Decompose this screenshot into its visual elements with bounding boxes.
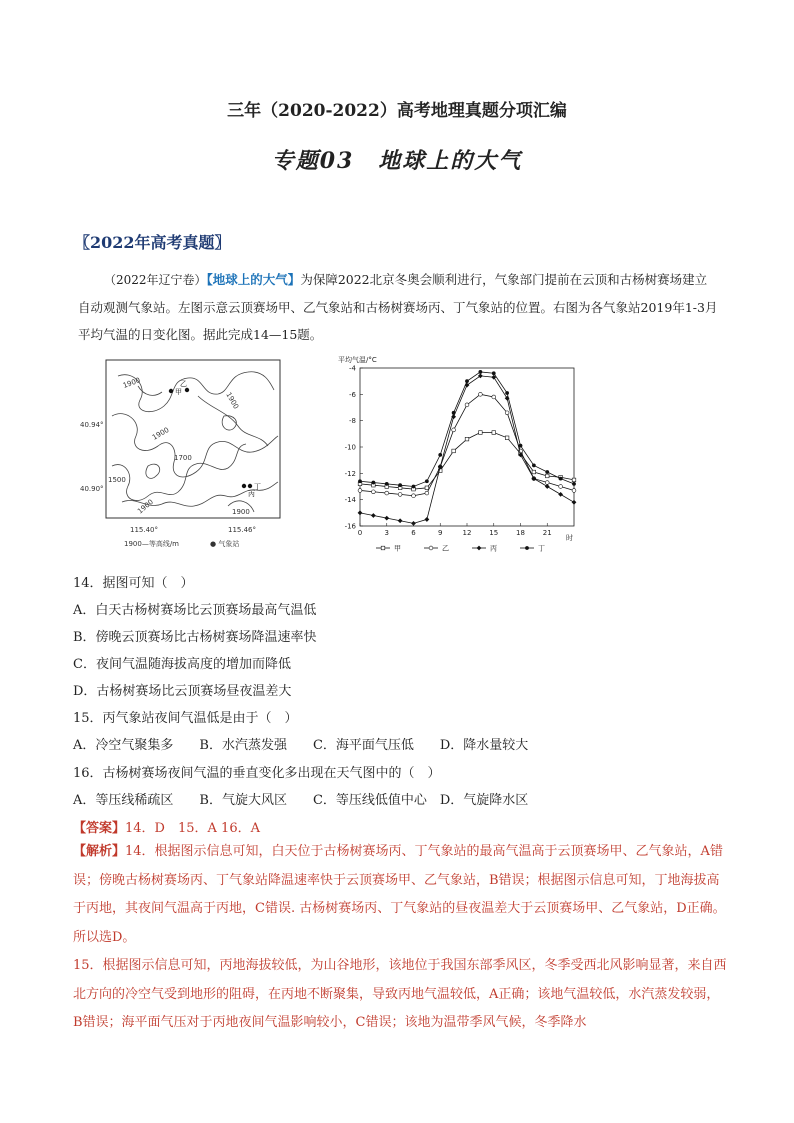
data-point [412, 485, 416, 489]
data-point [525, 546, 529, 550]
question-intro [78, 266, 718, 348]
data-point [425, 479, 429, 483]
data-point [545, 481, 549, 485]
question-15-stem: 15．丙气象站夜间气温低是由于（ ） [73, 711, 298, 726]
data-point [452, 449, 456, 453]
question-16-stem: 16．古杨树赛场夜间气温的垂直变化多出现在天气图中的（ ） [73, 766, 441, 781]
data-point [425, 491, 429, 495]
data-point [478, 370, 482, 374]
analysis-paragraph-14 [73, 838, 727, 952]
station-marker-bing [242, 484, 246, 488]
latitude-label: 40.90° [80, 485, 104, 493]
legend-label: 乙 [442, 544, 449, 553]
data-point [492, 431, 496, 435]
y-tick-label: -8 [349, 417, 356, 426]
longitude-label: 115.46° [228, 526, 256, 534]
data-point [452, 411, 456, 415]
contour-label: 1900 [151, 425, 171, 442]
y-tick-label: -4 [349, 364, 356, 373]
contour-label: 1500 [108, 476, 126, 484]
station-marker-jia [169, 389, 173, 393]
data-point [398, 483, 402, 487]
data-point [477, 546, 482, 551]
data-point [465, 437, 469, 441]
x-tick-label: 18 [516, 529, 525, 537]
station-label-ding: 丁 [254, 483, 261, 491]
legend-label: 丙 [490, 544, 497, 553]
answer-label: 【答案】 [73, 821, 126, 836]
data-point [358, 479, 362, 483]
intro-text: 为保障2022北京冬奥会顺利进行，气象部门提前在云顶和古杨树赛场建立自动观测气象站。左图示意云顶赛场甲、乙气象站和古杨树赛场丙、丁气象站的位置。右图为各气象站2019年1-3月平均气温的日变化图。据此完成14—15题。 [78, 272, 718, 342]
data-point [572, 482, 576, 486]
contour-label: 1900 [224, 391, 241, 411]
data-point [385, 482, 389, 486]
data-point [429, 546, 433, 550]
data-point [505, 391, 509, 395]
section-heading: 〖2022年高考真题〗 [74, 233, 231, 252]
x-tick-label: 0 [357, 529, 363, 537]
station-label-jia: 甲 [175, 388, 182, 396]
data-point [479, 431, 483, 435]
x-tick-label: 21 [542, 529, 552, 537]
data-point [425, 486, 429, 490]
data-point [398, 493, 402, 497]
legend-station: ● 气象站 [210, 540, 240, 548]
station-marker-yi [185, 388, 189, 392]
data-point [572, 489, 576, 493]
y-tick-label: -6 [349, 390, 356, 399]
y-tick-label: -12 [344, 469, 356, 478]
contour-map-figure [78, 356, 290, 554]
question-14-option-c: C．夜间气温随海拔高度的增加而降低 [73, 657, 291, 672]
legend-contour: 1900—等高线/m [124, 540, 179, 548]
data-point [381, 546, 385, 550]
data-point [545, 474, 549, 478]
answer-line [73, 817, 260, 836]
data-point [385, 491, 389, 495]
analysis-text-14: 14．根据图示信息可知，白天位于古杨树赛场丙、丁气象站的最高气温高于云顶赛场甲、乙气象站，A错误；傍晚古杨树赛场丙、丁气象站降温速率快于云顶赛场甲、乙气象站，B错误；根据图示信息可知，丁地海拔高于丙地，其夜间气温高于丙地，C错误. 古杨树赛场丙、丁气象站的昼夜温差大于云顶赛场甲、乙气象站，D正确。所以选D。 [73, 844, 726, 945]
data-point [371, 481, 375, 485]
legend-label: 丁 [538, 544, 545, 553]
temperature-line-chart [332, 352, 588, 558]
chart-legend [376, 545, 545, 553]
contour-label: 1900 [136, 497, 155, 516]
analysis-paragraph-15: 15．根据图示信息可知，丙地海拔较低，为山谷地形，该地位于我国东部季风区，冬季受西北风影响显著，来自西北方向的冷空气受到地形的阻碍，在丙地不断聚集，导致丙地气温较低，A正确；该地气温较低，水汽蒸发较弱，B错误；海平面气压对于丙地夜间气温影响较小，C错误；该地为温带季风气候，冬季降水 [73, 958, 727, 1030]
legend-item [472, 545, 497, 553]
question-source: （2022年辽宁卷） [104, 273, 207, 287]
data-point [505, 411, 509, 415]
latitude-label: 40.94° [80, 421, 104, 429]
data-point [505, 436, 509, 440]
data-point [492, 371, 496, 375]
data-point [532, 470, 536, 474]
question-14-option-d: D．古杨树赛场比云顶赛场昼夜温差大 [73, 684, 292, 699]
x-tick-label: 9 [438, 529, 443, 537]
legend-item [376, 545, 401, 553]
question-14-stem: 14．据图可知（ ） [73, 576, 194, 591]
y-tick-label: -14 [344, 496, 356, 505]
chart-ylabel: 平均气温/°C [338, 356, 377, 364]
data-point [371, 490, 375, 494]
data-point [478, 392, 482, 396]
document-title: 三年（2020-2022）高考地理真题分项汇编 [227, 101, 567, 121]
x-tick-label: 6 [411, 529, 416, 537]
data-point [492, 395, 496, 399]
data-point [559, 477, 563, 481]
analysis-label: 【解析】 [73, 844, 126, 859]
x-tick-label: 3 [384, 529, 389, 537]
x-tick-label: 12 [462, 529, 472, 537]
x-tick-label: 15 [489, 529, 499, 537]
question-14-option-a: A．白天古杨树赛场比云顶赛场最高气温低 [73, 603, 317, 618]
contour-label: 1900 [232, 508, 250, 516]
contour-label: 1900 [121, 376, 142, 390]
legend-item [520, 545, 545, 553]
data-point [519, 444, 523, 448]
chart-frame [360, 368, 574, 526]
longitude-label: 115.40° [130, 526, 158, 534]
topic-tag: 【地球上的大气】 [206, 272, 301, 287]
station-marker-ding [248, 484, 252, 488]
data-point [465, 403, 469, 407]
station-label-bing: 丙 [248, 490, 255, 498]
contour-label: 1700 [174, 454, 192, 462]
data-point [438, 453, 442, 457]
question-15-options: A．冷空气聚集多 B．水汽蒸发强 C．海平面气压低 D．降水量较大 [73, 738, 529, 753]
data-point [532, 464, 536, 468]
legend-item [424, 545, 449, 553]
data-point [465, 379, 469, 383]
question-14-option-b: B．傍晚云顶赛场比古杨树赛场降温速率快 [73, 630, 317, 645]
data-point [545, 470, 549, 474]
question-16-options: A．等压线稀疏区 B．气旋大风区 C．等压线低值中心 D．气旋降水区 [73, 793, 529, 808]
data-point [358, 489, 362, 493]
station-label-yi: 乙 [180, 380, 187, 388]
legend-label: 甲 [394, 544, 401, 553]
data-point [559, 485, 563, 489]
data-point [412, 494, 416, 498]
subject-title: 专题03 地球上的大气 [271, 148, 523, 174]
data-point [452, 428, 456, 432]
data-point [572, 478, 576, 482]
chart-xlabel: 时 [566, 534, 573, 542]
answer-text: 14．D 15．A 16．A [125, 821, 260, 836]
y-tick-label: -10 [344, 443, 356, 452]
y-tick-label: -16 [344, 522, 356, 531]
